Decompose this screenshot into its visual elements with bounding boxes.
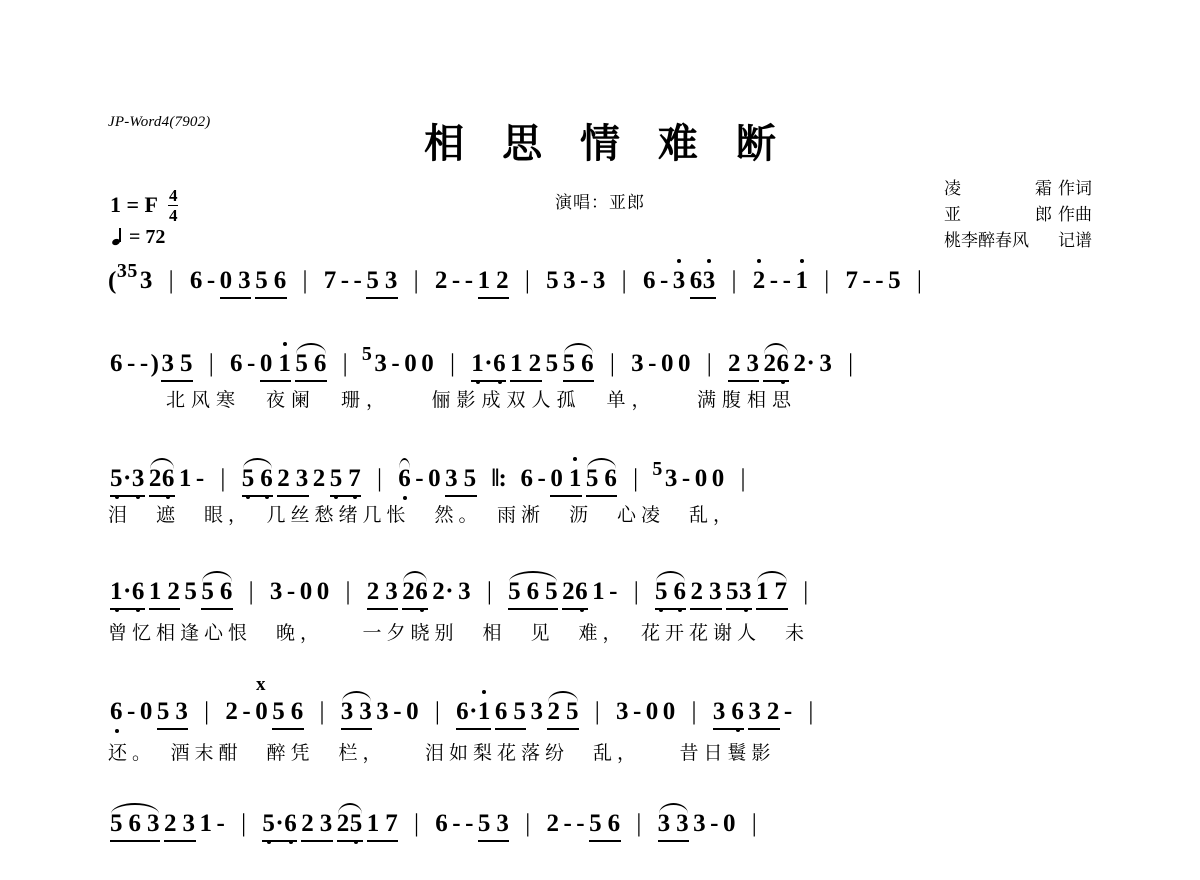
tempo-marking [112,226,165,249]
credit-row [944,202,1092,228]
lyrics-line-1 [108,302,1092,332]
notation-line-6: 5 6 3 2 3 1 - | 5·6 2 3 25 1 7 | 6 - - 5 3 | 2 - - 5 6 | 3 3 3 - 0 | [108,810,1092,850]
music-system-6 [108,810,1092,880]
music-system-4 [108,578,1092,648]
document-code: JP-Word4(7902) [108,114,211,130]
credit-role-lyricist: 作词 [1058,179,1092,199]
credit-name-lyricist: 凌 霜 [944,179,1052,199]
notation-line-4: 1·6 1 2 5 5 6 | 3 - 0 0 | 2 3 26 2· 3 | 5 6 5 26 1 - | 5 6 2 3 53 1 7 | [108,578,1092,618]
key-signature [110,186,178,223]
credit-row [944,228,1092,254]
music-system-5 [108,674,1092,768]
notation-line-2: 6 - -)3 5 | 6 - 0 1 5 6 | $^5$3 - 0 0 | 1·6 1 2 5 5 6 | 3 - 0 0 | 2 3 26 2· 3 | [108,345,1092,385]
time-signature [168,187,179,224]
notation-line-5: 6 - 0 5 3 | 2 - 0 5 6 | 3 3 3 - 0 | 6·1 6 5 3 2 5 | 3 - 0 0 | 3 6 3 2 - | [108,698,1092,738]
lyrics-line-5: 还。 酒末酣 醉凭 栏， 泪如梨花落纷 乱， 昔日鬟影 [108,742,776,764]
credit-name-composer: 亚 郎 [944,205,1052,225]
tempo-value: = 72 [129,226,166,248]
lyrics-line-6 [108,850,1092,880]
music-system-2 [108,345,1092,415]
time-signature-denominator: 4 [168,206,178,225]
key-signature-text: 1 = F [110,191,158,217]
singer-label: 演唱：亚郎 [555,193,645,213]
notation-line-1: ($^{35}$3 | 6 - 0 3 5 6 | 7 - - 5 3 | 2 - - 1 2 | 5 3 - 3 | 6 - 3 63 | 2 - - 1 | 7 - - 5 | [108,262,1092,302]
lyrics-line-2: 北风寒 夜阑 珊， 俪影成双人孤 单， 满腹相思 [166,389,798,411]
credit-role-transcriber: 记谱 [1058,231,1092,251]
segno-icon: x [256,674,266,695]
credit-role-composer: 作曲 [1058,205,1092,225]
lyrics-line-3: 泪 遮 眼， 几丝愁绪几怅 然。 雨淅 沥 心凌 乱， [108,504,738,526]
credit-name-transcriber: 桃李醉春风 [944,231,1029,251]
quarter-note-icon [112,229,126,247]
credit-row [944,176,1092,202]
music-system-1 [108,262,1092,332]
page-title: 相 思 情 难 断 [424,121,788,167]
time-signature-numerator: 4 [168,186,178,205]
lyrics-line-4: 曾忆相逢心恨 晚， 一夕晓别 相 见 难， 花开花谢人 未 [108,622,810,644]
credits-block [944,176,1092,254]
music-system-3 [108,460,1092,530]
notation-line-3: 5·3 26 1 - | 5 6 2 3 2 5 7 | 6 - 0 3 5 ‖: 6 - 0 1 5 6 | $^5$3 - 0 0 | [108,460,1092,500]
